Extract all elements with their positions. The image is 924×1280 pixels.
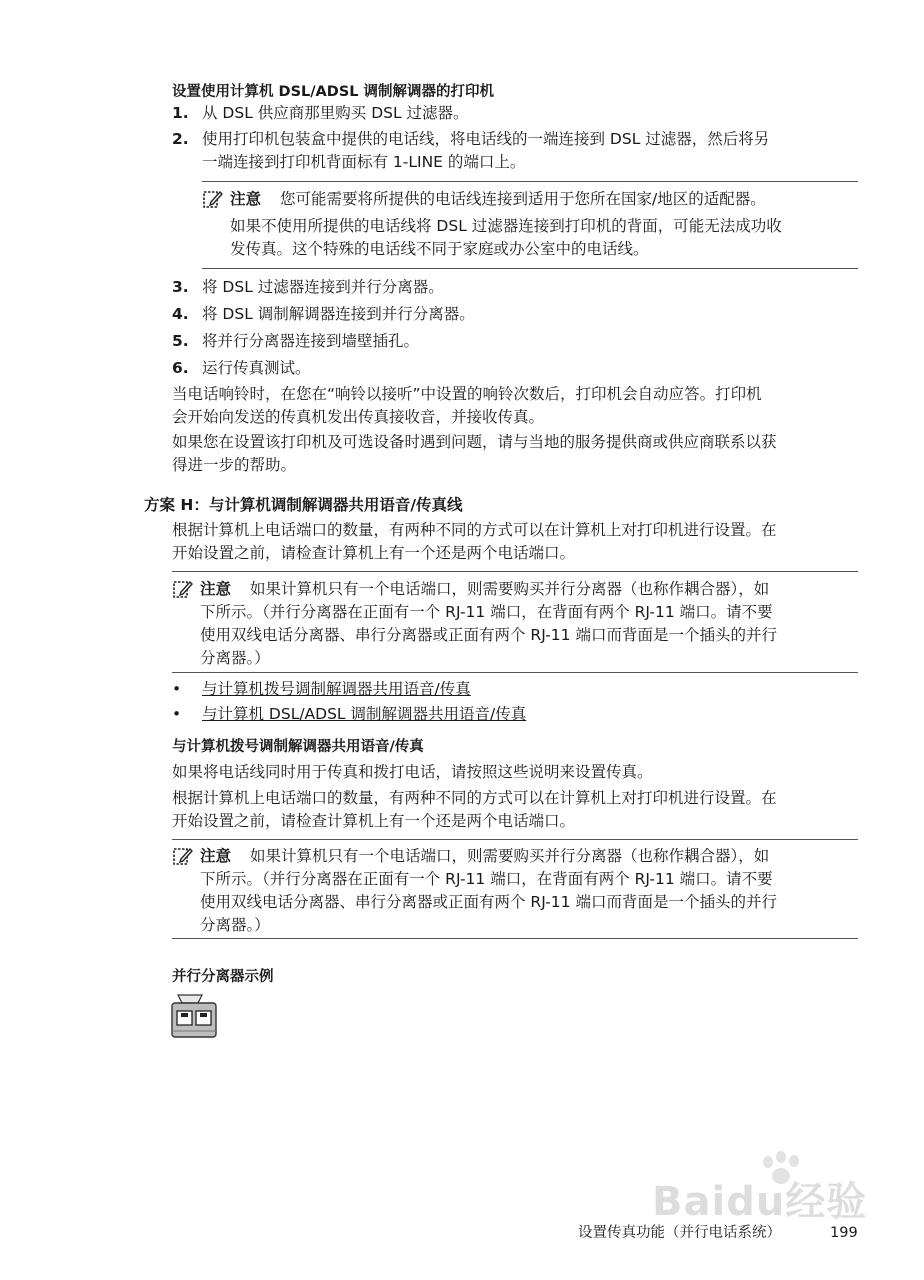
paragraph-line: 当电话响铃时，在您在“响铃以接听”中设置的响铃次数后，打印机会自动应答。打印机 (172, 385, 762, 403)
paragraph-line: 如果您在设置该打印机及可选设备时遇到问题，请与当地的服务提供商或供应商联系以获 (172, 433, 777, 451)
step-number: 5. (172, 332, 189, 350)
note-text: 如果不使用所提供的电话线将 DSL 过滤器连接到打印机的背面，可能无法成功收 (230, 217, 782, 235)
paragraph-line: 开始设置之前，请检查计算机上有一个还是两个电话端口。 (172, 544, 576, 562)
step-number: 1. (172, 104, 189, 122)
note-text: 分离器。） (200, 649, 270, 667)
note-label: 注意 (200, 847, 232, 865)
note-icon (172, 578, 194, 600)
section-heading-h: 方案 H：与计算机调制解调器共用语音/传真线 (144, 496, 463, 514)
note-label: 注意 (200, 580, 232, 598)
note-label: 注意 (230, 190, 262, 208)
paragraph-line: 根据计算机上电话端口的数量，有两种不同的方式可以在计算机上对打印机进行设置。在 (172, 789, 777, 807)
link-dialup-modem[interactable]: 与计算机拨号调制解调器共用语音/传真 (202, 680, 471, 698)
note-text: 发传真。这个特殊的电话线不同于家庭或办公室中的电话线。 (230, 240, 649, 258)
paragraph-line: 开始设置之前，请检查计算机上有一个还是两个电话端口。 (172, 812, 576, 830)
note-top-rule (172, 839, 858, 840)
note-bottom-rule (172, 672, 858, 673)
page-number: 199 (830, 1225, 858, 1241)
step-text: 从 DSL 供应商那里购买 DSL 过滤器。 (202, 104, 469, 122)
step-text: 使用打印机包装盒中提供的电话线，将电话线的一端连接到 DSL 过滤器，然后将另 (202, 130, 770, 148)
note-text: 下所示。（并行分离器在正面有一个 RJ-11 端口，在背面有两个 RJ-11 端口。请不要 (200, 603, 773, 621)
note-text: 如果计算机只有一个电话端口，则需要购买并行分离器（也称作耦合器），如 (250, 580, 770, 598)
bullet: • (172, 705, 182, 723)
paragraph-line: 会开始向发送的传真机发出传真接收音，并接收传真。 (172, 408, 545, 426)
section-heading-dsl-setup: 设置使用计算机 DSL/ADSL 调制解调器的打印机 (172, 84, 495, 100)
note-top-rule (172, 571, 858, 572)
note-top-rule (202, 181, 858, 182)
note-bottom-rule (172, 938, 858, 939)
footer-section-title: 设置传真功能（并行电话系统） (578, 1225, 781, 1241)
paragraph-line: 如果将电话线同时用于传真和拨打电话，请按照这些说明来设置传真。 (172, 763, 653, 781)
step-number: 2. (172, 130, 189, 148)
baidu-watermark (650, 1148, 880, 1225)
note-bottom-rule (202, 268, 858, 269)
link-dsl-modem[interactable]: 与计算机 DSL/ADSL 调制解调器共用语音/传真 (202, 705, 527, 723)
step-text: 将 DSL 调制解调器连接到并行分离器。 (202, 305, 475, 323)
note-text: 使用双线电话分离器、串行分离器或正面有两个 RJ-11 端口而背面是一个插头的并行 (200, 626, 777, 644)
note-text: 分离器。） (200, 916, 270, 934)
step-text: 将并行分离器连接到墙壁插孔。 (202, 332, 420, 350)
section-heading-dialup: 与计算机拨号调制解调器共用语音/传真 (172, 739, 424, 755)
paragraph-line: 根据计算机上电话端口的数量，有两种不同的方式可以在计算机上对打印机进行设置。在 (172, 521, 777, 539)
note-text: 使用双线电话分离器、串行分离器或正面有两个 RJ-11 端口而背面是一个插头的并行 (200, 893, 777, 911)
note-icon (172, 845, 194, 867)
step-number: 3. (172, 278, 189, 296)
note-icon (202, 188, 224, 210)
note-text: 您可能需要将所提供的电话线连接到适用于您所在国家/地区的适配器。 (280, 190, 766, 208)
bullet: • (172, 680, 182, 698)
step-text: 将 DSL 过滤器连接到并行分离器。 (202, 278, 444, 296)
figure-caption: 并行分离器示例 (172, 969, 274, 985)
note-text: 下所示。（并行分离器在正面有一个 RJ-11 端口，在背面有两个 RJ-11 端口。请不要 (200, 870, 773, 888)
watermark-text: Baidu经验 (652, 1179, 868, 1225)
step-number: 4. (172, 305, 189, 323)
step-text: 运行传真测试。 (202, 359, 311, 377)
parallel-splitter-image (168, 993, 220, 1041)
note-text: 如果计算机只有一个电话端口，则需要购买并行分离器（也称作耦合器），如 (250, 847, 770, 865)
step-text: 一端连接到打印机背面标有 1-LINE 的端口上。 (202, 153, 526, 171)
step-number: 6. (172, 359, 189, 377)
paragraph-line: 得进一步的帮助。 (172, 456, 297, 474)
